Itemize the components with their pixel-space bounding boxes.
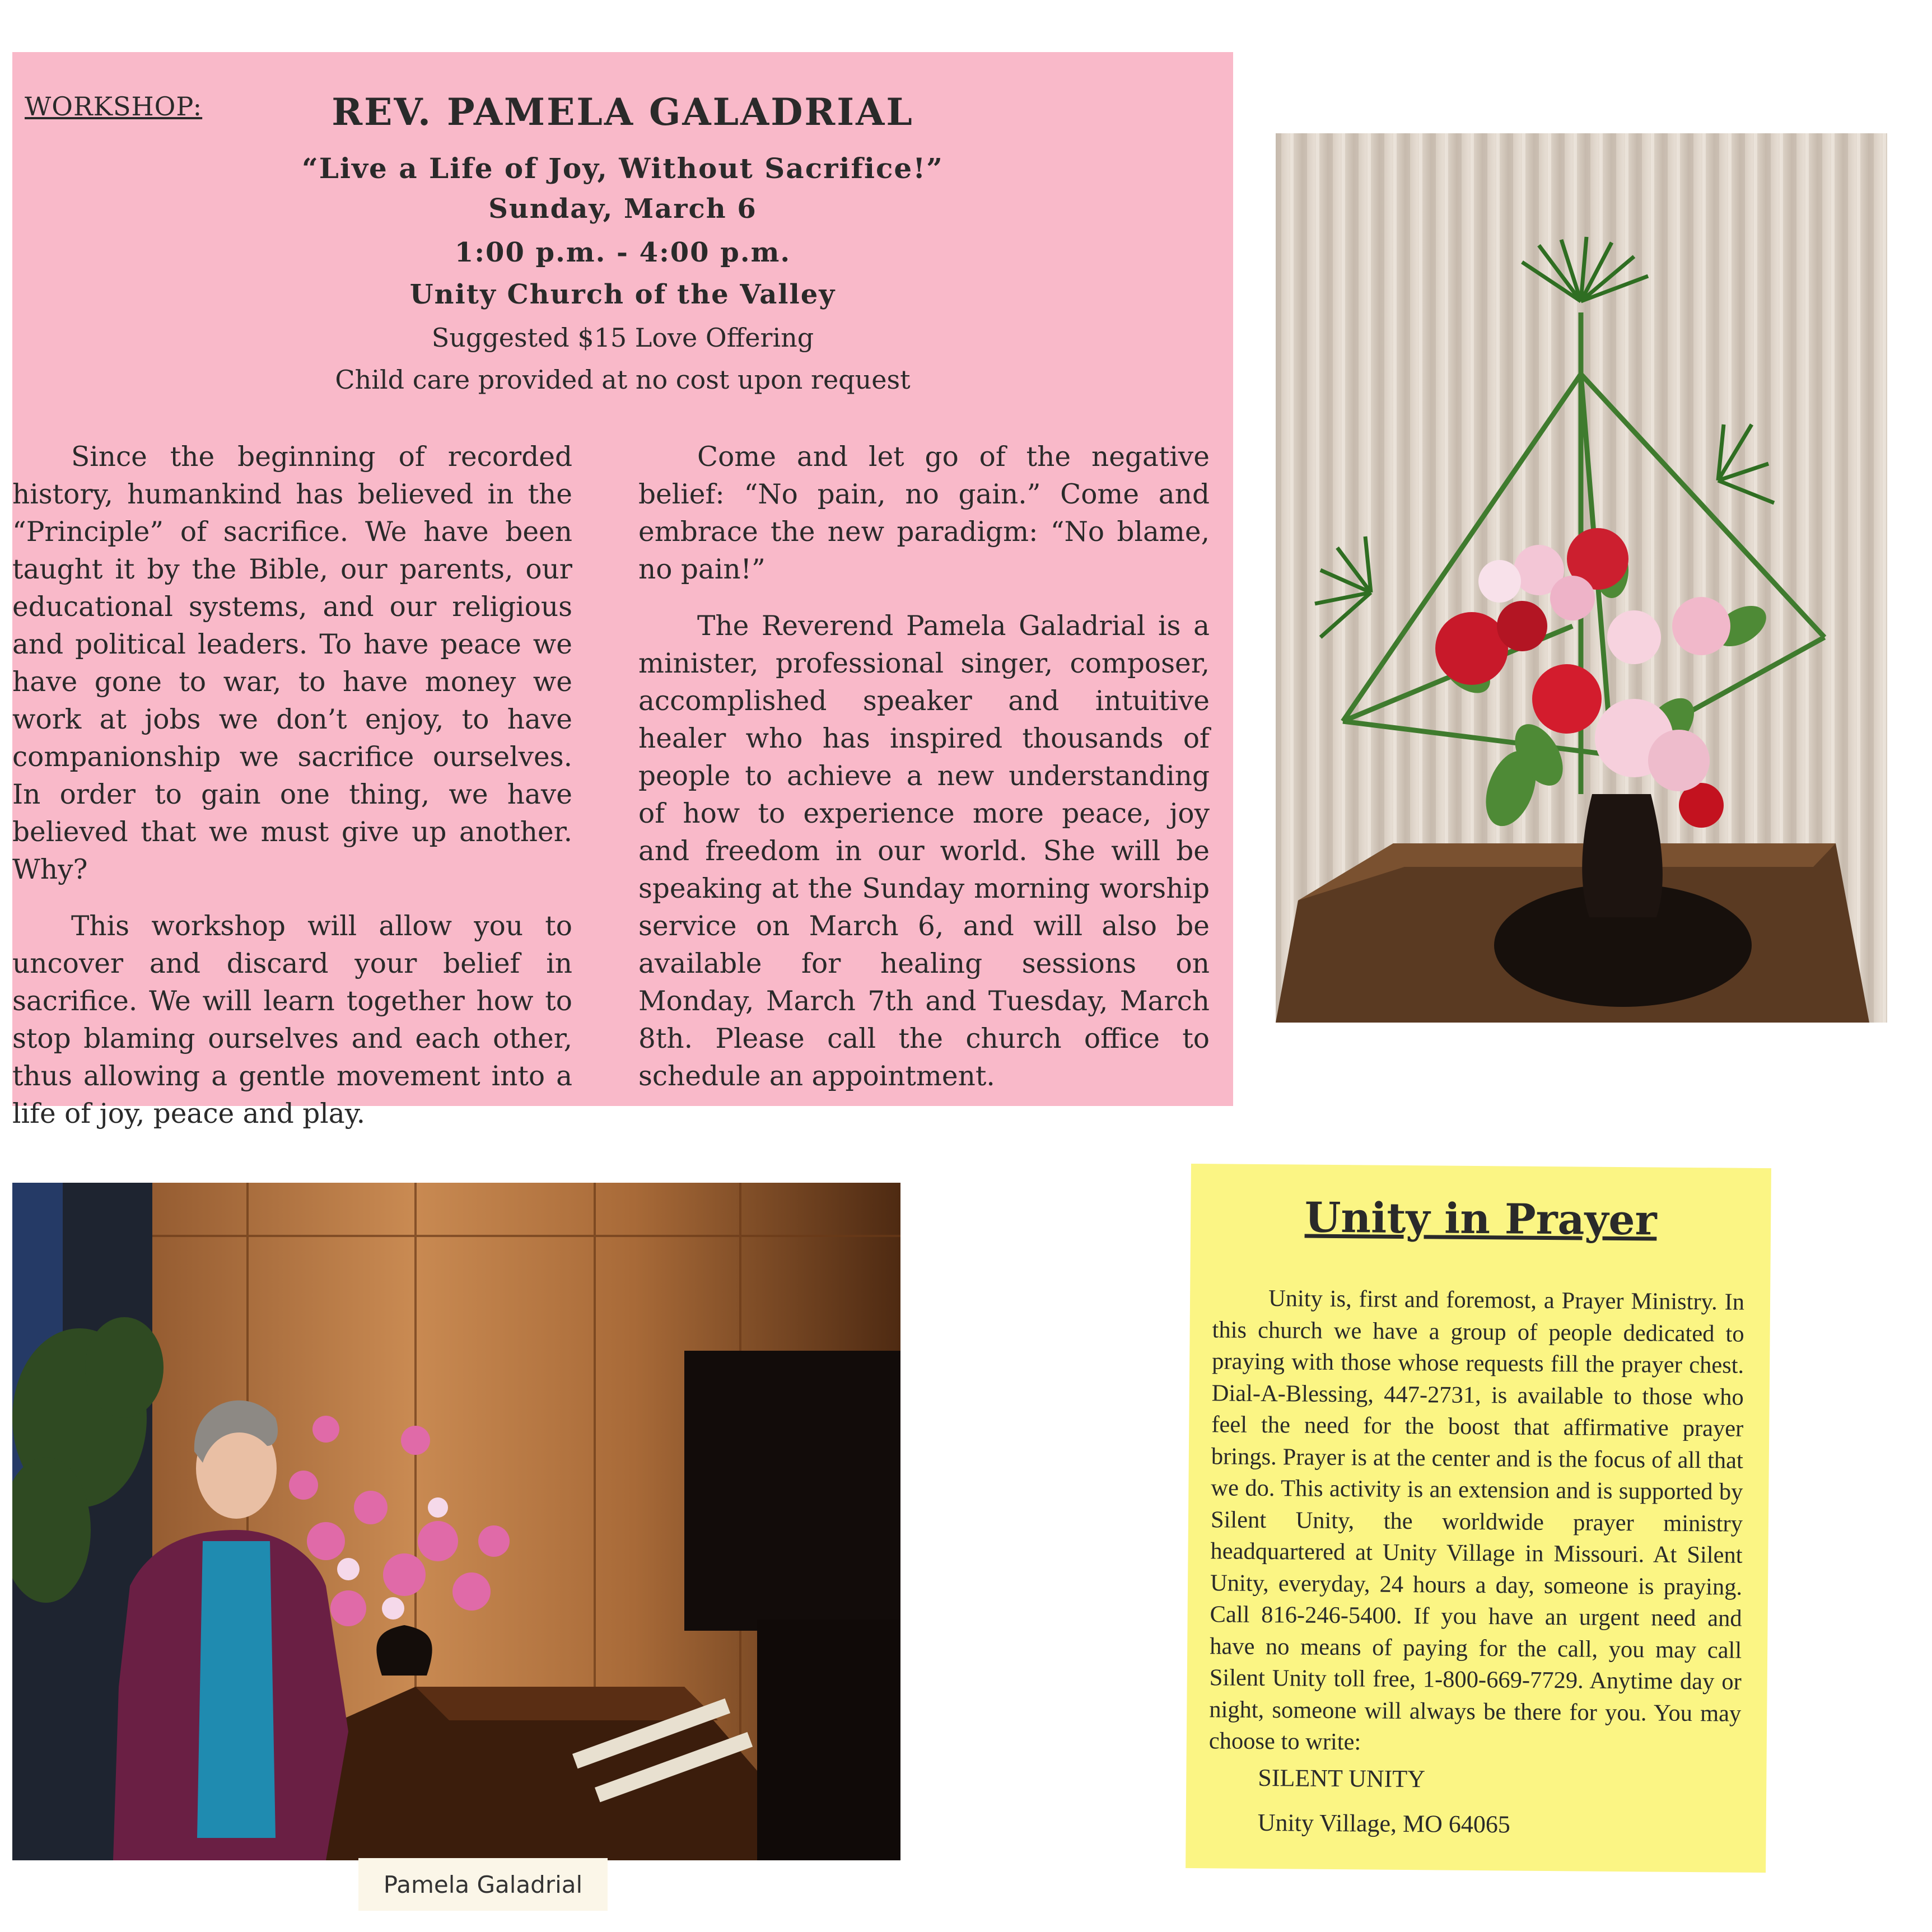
organ-photo-caption: Pamela Galadrial [358,1858,608,1911]
flower-arrangement-photo [1276,133,1887,1023]
workshop-location: Unity Church of the Valley [409,279,836,310]
workshop-childcare: Child care provided at no cost upon request [335,365,911,395]
workshop-offering: Suggested $15 Love Offering [431,323,814,353]
workshop-time: 1:00 p.m. - 4:00 p.m. [454,237,791,268]
workshop-paragraph: Since the beginning of recorded history, humankind has believed in the “Principle” of sacrifice. We have been taught it by the Bible, our parents, our educational systems, and our religious and political leaders. To have peace we have gone to war, to have money we work at jobs we don’t enjoy, to have companionship we sacrifice ourselves. In order to gain one thing, we have believed that we must give up another. Why? [12,441,572,885]
pamela-at-organ-image [12,1183,900,1860]
workshop-date: Sunday, March 6 [488,193,757,225]
flower-arrangement-image [1276,133,1887,1023]
workshop-left-column [12,438,572,1152]
workshop-subtitle: “Live a Life of Joy, Without Sacrifice!” [302,152,944,185]
workshop-right-column [638,438,1210,1114]
prayer-body [1209,1282,1745,1761]
workshop-flyer [12,52,1233,1130]
prayer-title: Unity in Prayer [1304,1193,1657,1245]
workshop-label: WORKSHOP: [25,91,203,122]
prayer-address-name: SILENT UNITY [1258,1763,1426,1793]
organ-photo [12,1183,900,1860]
prayer-address-city: Unity Village, MO 64065 [1257,1808,1511,1838]
workshop-paragraph: Come and let go of the negative belief: “No pain, no gain.” Come and embrace the new paradigm: “No blame, no pain!” [638,441,1210,585]
workshop-title: REV. PAMELA GALADRIAL [332,90,914,134]
workshop-paragraph: The Reverend Pamela Galadrial is a minister, professional singer, composer, accomplished speaker and intuitive healer who has inspired thousands of people to achieve a new understanding of how to experience more peace, joy and freedom in our world. She will be speaking at the Sunday morning worship service on March 6, and will also be available for healing sessions on Monday, March 7th and Tuesday, March 8th. Please call the church office to schedule an appointment. [638,610,1210,1092]
workshop-paragraph: This workshop will allow you to uncover and discard your belief in sacrifice. We will learn together how to stop blaming ourselves and each other, thus allowing a gentle movement into a life of joy, peace and play. [12,911,572,1130]
prayer-card [1186,1164,1771,1873]
prayer-paragraph: Unity is, first and foremost, a Prayer Ministry. In this church we have a group of people dedicated to praying with those whose requests fill the prayer chest. Dial-A-Blessing, 447-2731, is available to those who feel the need for the boost that affirmative prayer brings. Prayer is at the center and is the focus of all that we do. This activity is an extension and is supported by Silent Unity, the worldwide prayer ministry headquartered at Unity Village in Missouri. At Silent Unity, everyday, 24 hours a day, someone is praying. Call 816-246-5400. If you have an urgent need and have no means of paying for the call, you may call Silent Unity toll free, 1-800-669-7729. Anytime day or night, someone will always be there for you. You may choose to write: [1208,1285,1745,1756]
